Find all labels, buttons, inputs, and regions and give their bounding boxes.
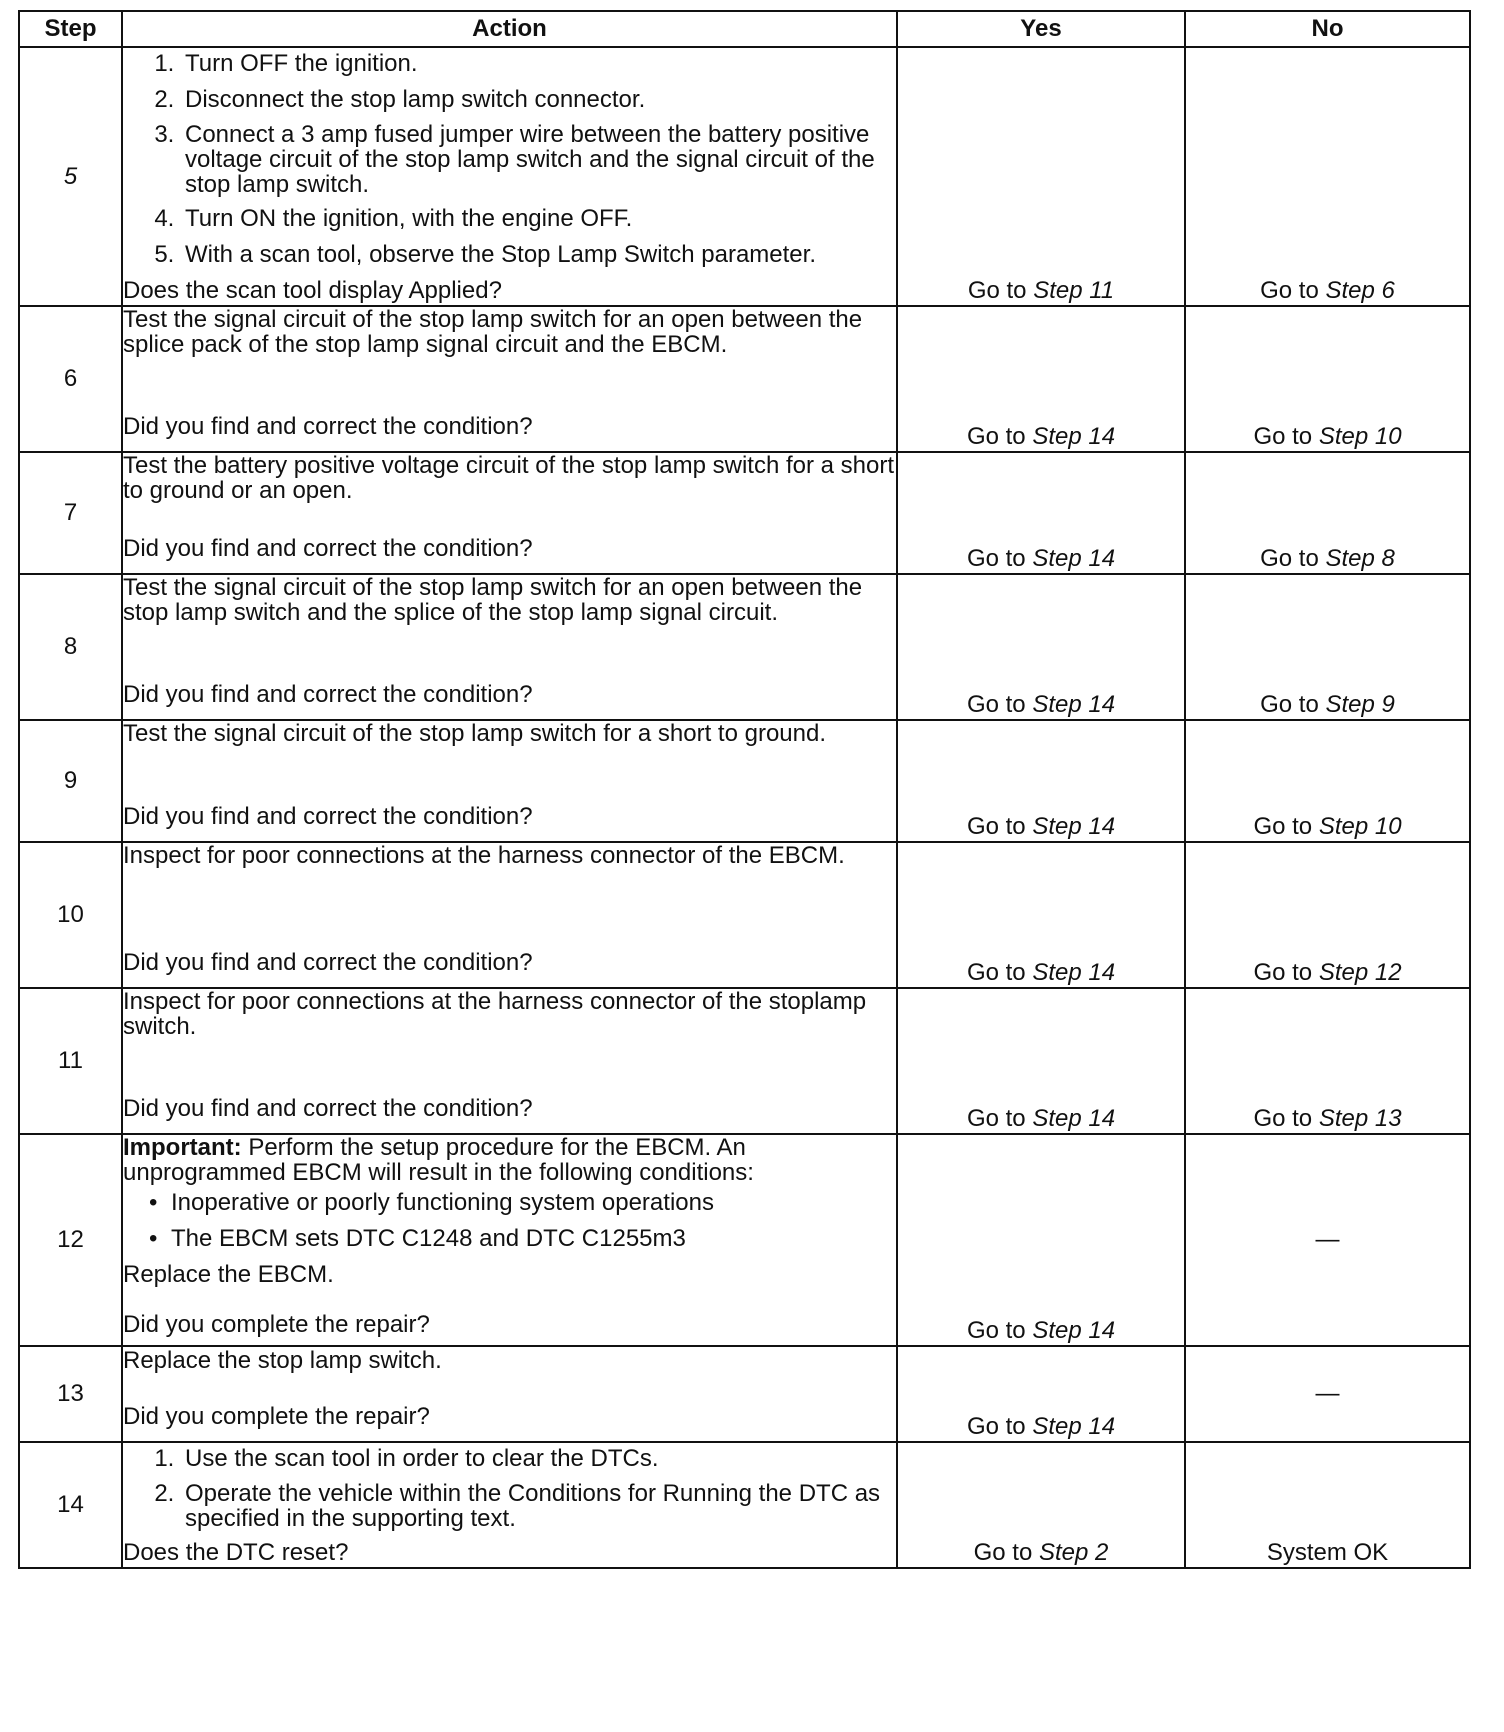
table-row: [19, 842, 1470, 988]
no-cell: [1185, 452, 1470, 574]
action-text: Inspect for poor connections at the harness connector of the EBCM.: [123, 842, 845, 869]
yes-prefix: Go to: [966, 545, 1033, 572]
list-item: 1. Use the scan tool in order to clear the DTCs.: [181, 1445, 896, 1473]
action-cell: [122, 574, 897, 720]
yes-step-link[interactable]: Step 14: [1032, 959, 1116, 986]
action-cell: [122, 1442, 897, 1568]
table-row: [19, 1442, 1470, 1568]
no-cell: [1185, 1134, 1470, 1346]
question-text: Did you complete the repair?: [123, 1311, 430, 1338]
list-item: [149, 1189, 896, 1217]
diagnostic-table: [18, 10, 1471, 1569]
yes-step-link[interactable]: Step 14: [1032, 545, 1116, 572]
table-row: [19, 720, 1470, 842]
no-step-link[interactable]: Step 12: [1318, 959, 1402, 986]
important-label: Important:: [123, 1134, 242, 1161]
table-row: [19, 1346, 1470, 1442]
no-step-link[interactable]: Step 9: [1325, 691, 1395, 718]
important-text: Perform the setup procedure for the EBCM. An unprogrammed EBCM will result in the following conditions:: [123, 1134, 754, 1186]
table-row: [19, 1134, 1470, 1346]
action-cell: [122, 988, 897, 1134]
list-item: 1. Turn OFF the ignition.: [181, 50, 896, 78]
action-cell: [122, 452, 897, 574]
yes-prefix: Go to: [966, 813, 1033, 840]
action-text: Test the battery positive voltage circuit of the stop lamp switch for a short to ground or an open.: [123, 452, 895, 504]
action-text: Test the signal circuit of the stop lamp switch for a short to ground.: [123, 720, 827, 747]
no-step-link[interactable]: Step 13: [1318, 1105, 1402, 1132]
yes-prefix: Go to: [966, 423, 1033, 450]
step-number: 7: [19, 452, 122, 574]
yes-step-link[interactable]: Step 14: [1032, 813, 1116, 840]
table-row: [19, 452, 1470, 574]
yes-cell: [897, 1134, 1185, 1346]
header-row: [19, 11, 1470, 47]
no-prefix: Go to: [1260, 277, 1326, 304]
list-item: 4. Turn ON the ignition, with the engine OFF.: [181, 205, 896, 233]
yes-step-link[interactable]: Step 14: [1032, 1413, 1116, 1440]
step-number: 10: [19, 842, 122, 988]
yes-prefix: Go to: [966, 691, 1033, 718]
question-text: Does the scan tool display Applied?: [123, 277, 502, 304]
bullet-list: [123, 1189, 896, 1253]
yes-prefix: Go to: [966, 1413, 1033, 1440]
no-cell: [1185, 306, 1470, 452]
step-number: 14: [19, 1442, 122, 1568]
no-step-link[interactable]: Step 6: [1325, 277, 1395, 304]
table-row: [19, 306, 1470, 452]
action-cell: [122, 47, 897, 306]
question-text: Does the DTC reset?: [123, 1539, 349, 1566]
no-prefix: Go to: [1253, 959, 1319, 986]
no-prefix: Go to: [1253, 813, 1319, 840]
step-number: 8: [19, 574, 122, 720]
yes-cell: [897, 574, 1185, 720]
action-text: Inspect for poor connections at the harness connector of the stoplamp switch.: [123, 988, 867, 1040]
action-cell: [122, 842, 897, 988]
no-value: System OK: [1266, 1539, 1389, 1566]
question-text: Did you find and correct the condition?: [123, 681, 533, 708]
yes-prefix: Go to: [966, 1317, 1033, 1344]
yes-prefix: Go to: [966, 1105, 1033, 1132]
yes-step-link[interactable]: Step 2: [1038, 1539, 1109, 1566]
bullet-text: The EBCM sets DTC C1248 and DTC C1255m3: [171, 1225, 686, 1252]
bullet-text: Inoperative or poorly functioning system operations: [171, 1189, 714, 1216]
question-text: Did you find and correct the condition?: [123, 949, 533, 976]
numbered-steps: [123, 50, 896, 269]
action-text: Test the signal circuit of the stop lamp switch for an open between the splice pack of the stop lamp signal circuit and the EBCM.: [123, 306, 863, 358]
no-cell: [1185, 1442, 1470, 1568]
yes-step-link[interactable]: Step 14: [1032, 1105, 1116, 1132]
list-item: 5. With a scan tool, observe the Stop Lamp Switch parameter.: [181, 241, 896, 269]
step-number: 9: [19, 720, 122, 842]
no-cell: [1185, 720, 1470, 842]
no-cell: [1185, 47, 1470, 306]
no-value: —: [1315, 1380, 1340, 1407]
yes-cell: [897, 306, 1185, 452]
list-item: 3. Connect a 3 amp fused jumper wire between the battery positive voltage circuit of the stop lamp switch and the signal circuit of the stop lamp switch.: [181, 122, 896, 197]
no-step-link[interactable]: Step 8: [1325, 545, 1395, 572]
action-text: Test the signal circuit of the stop lamp switch for an open between the stop lamp switch and the splice of the stop lamp signal circuit.: [123, 574, 863, 626]
no-step-link[interactable]: Step 10: [1318, 813, 1402, 840]
question-text: Did you find and correct the condition?: [123, 413, 533, 440]
yes-cell: [897, 1346, 1185, 1442]
no-cell: [1185, 1346, 1470, 1442]
yes-cell: [897, 720, 1185, 842]
question-text: Did you find and correct the condition?: [123, 535, 533, 562]
question-text: Did you complete the repair?: [123, 1403, 430, 1430]
action-cell: [122, 1134, 897, 1346]
question-text: Did you find and correct the condition?: [123, 803, 533, 830]
step-number: 11: [19, 988, 122, 1134]
bullet-icon: •: [149, 1189, 158, 1216]
list-item: [149, 1225, 896, 1253]
header-no: No: [1185, 11, 1470, 47]
yes-prefix: Go to: [967, 277, 1034, 304]
action-cell: [122, 1346, 897, 1442]
list-item: 2. Operate the vehicle within the Conditions for Running the DTC as specified in the supporting text.: [181, 1481, 896, 1531]
action-text: Replace the stop lamp switch.: [123, 1347, 442, 1374]
yes-step-link[interactable]: Step 11: [1033, 277, 1115, 304]
no-prefix: Go to: [1260, 691, 1326, 718]
step-number: 13: [19, 1346, 122, 1442]
step-number: 6: [19, 306, 122, 452]
yes-cell: [897, 47, 1185, 306]
action-text: Replace the EBCM.: [123, 1261, 334, 1288]
table-row: [19, 988, 1470, 1134]
header-yes: Yes: [897, 11, 1185, 47]
table-row: [19, 574, 1470, 720]
list-item: 2. Disconnect the stop lamp switch connector.: [181, 86, 896, 114]
no-cell: [1185, 988, 1470, 1134]
no-prefix: Go to: [1253, 1105, 1319, 1132]
table-row: [19, 47, 1470, 306]
no-value: —: [1315, 1226, 1340, 1253]
no-prefix: Go to: [1260, 545, 1326, 572]
numbered-steps: [123, 1445, 896, 1531]
yes-cell: [897, 988, 1185, 1134]
yes-cell: [897, 842, 1185, 988]
bullet-icon: •: [149, 1225, 158, 1252]
yes-step-link[interactable]: Step 14: [1032, 423, 1116, 450]
yes-step-link[interactable]: Step 14: [1032, 691, 1116, 718]
yes-cell: [897, 452, 1185, 574]
step-number: 5: [19, 47, 122, 306]
action-cell: [122, 306, 897, 452]
no-cell: [1185, 842, 1470, 988]
no-step-link[interactable]: Step 10: [1318, 423, 1402, 450]
action-cell: [122, 720, 897, 842]
no-cell: [1185, 574, 1470, 720]
header-step: Step: [19, 11, 122, 47]
yes-prefix: Go to: [973, 1539, 1039, 1566]
step-number: 12: [19, 1134, 122, 1346]
no-prefix: Go to: [1253, 423, 1319, 450]
question-text: Did you find and correct the condition?: [123, 1095, 533, 1122]
yes-prefix: Go to: [966, 959, 1033, 986]
yes-step-link[interactable]: Step 14: [1032, 1317, 1116, 1344]
yes-cell: [897, 1442, 1185, 1568]
header-action: Action: [122, 11, 897, 47]
